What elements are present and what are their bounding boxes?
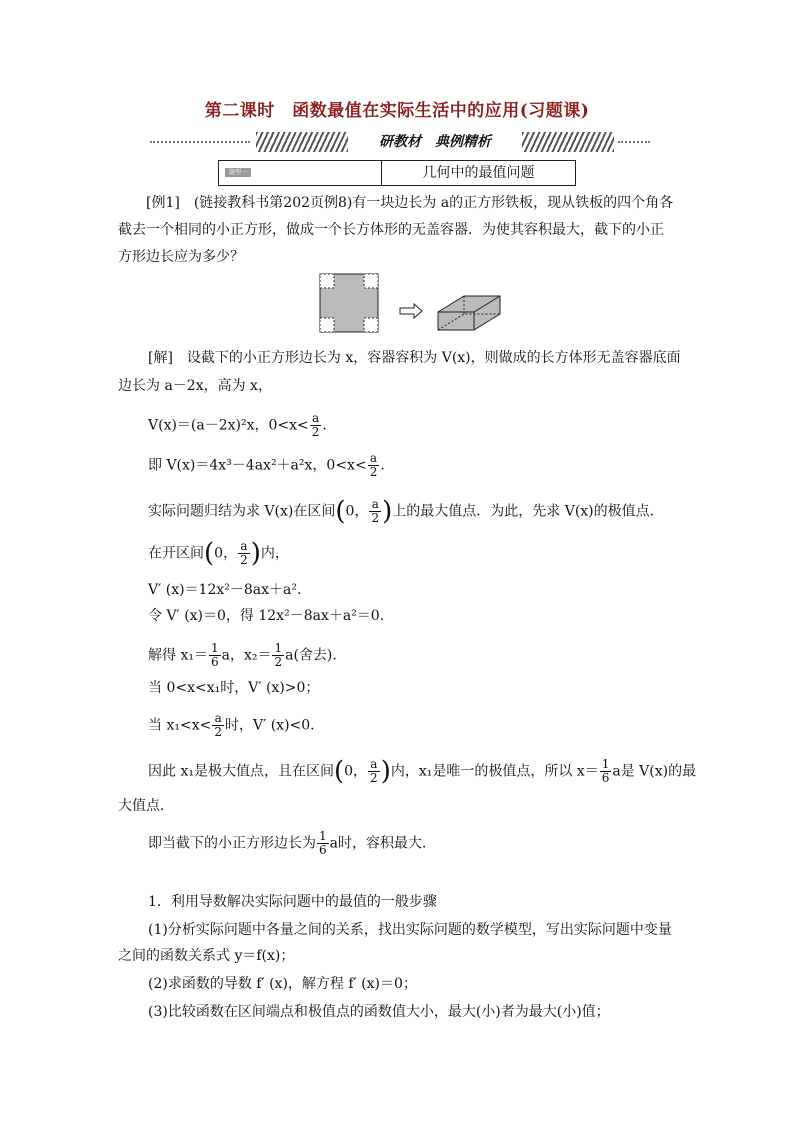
summary-heading: 1．利用导数解决实际问题中的最值的一般步骤 [148, 894, 437, 910]
solution-line: 解得 x₁＝ $\frac{1}{6}$ a，x₂＝ $\frac{1}{2}$ a(舍去)． [148, 641, 347, 669]
solution-line: 在开区间(0， $\frac{a}{2}$ )内， [148, 538, 289, 569]
solution-line: 因此 x₁是极大值点，且在区间(0， $\frac{a}{2}$ )内，x₁是唯一的极值点，所以 x＝ $\frac{1}{6}$ a是 V(x)的最 [148, 756, 697, 787]
solution-line: 实际问题归结为求 V(x)在区间(0， $\frac{a}{2}$ )上的最大值点．为此，先求 V(x)的极值点． [148, 496, 664, 527]
corner-cut [364, 318, 378, 332]
banner-label: 研教材 典例精析 [355, 130, 515, 154]
box-shape [438, 296, 500, 330]
solution-line: [解] 设截下的小正方形边长为 x，容器容积为 V(x)，则做成的长方体形无盖容器底面 [148, 350, 681, 366]
summary-step: (1)分析实际问题中各量之间的关系，找出实际问题的数学模型，写出实际问题中变量 [148, 922, 672, 938]
solution-line: 即当截下的小正方形边长为 $\frac{1}{6}$ a时，容积最大． [148, 829, 436, 857]
corner-cut [320, 318, 334, 332]
arrow-icon [400, 304, 422, 318]
solution-line: 大值点． [118, 798, 174, 814]
page-title: 第二课时 函数最值在实际生活中的应用(习题课) [204, 101, 590, 121]
solution-line: V(x)＝(a－2x)²x，0<x< $\frac{a}{2}$ . [148, 411, 327, 439]
solution-line: 当 0<x<x₁时，V′ (x)>0； [148, 680, 320, 696]
summary-step: (2)求函数的导数 f′ (x)，解方程 f′ (x)＝0； [148, 976, 417, 992]
corner-cut [364, 274, 378, 288]
summary-step: (3)比较函数在区间端点和极值点的函数值大小，最大(小)者为最大(小)值； [148, 1004, 610, 1020]
solution-line: 令 V′ (x)＝0，得 12x²－8ax＋a²＝0. [148, 608, 385, 624]
solution-line: 当 x₁<x< $\frac{a}{2}$ 时，V′ (x)<0. [148, 711, 315, 739]
solution-line: V′ (x)＝12x²－8ax＋a². [148, 582, 302, 598]
example-text: [例1] (链接教科书第202页例8)有一块边长为 a的正方形铁板，现从铁板的四个角各截去一个相同的小正方形，做成一个长方体形的无盖容器．为使其容积最大，截下的小正方形边长应为多少？ [118, 195, 674, 265]
summary-step: 之间的函数关系式 y＝f(x)； [118, 948, 295, 964]
topic-tag: 题型一 [225, 168, 251, 177]
container-figure [314, 268, 514, 338]
solution-line: 即 V(x)＝4x³－4ax²＋a²x，0<x< $\frac{a}{2}$ . [148, 451, 385, 479]
topic-heading: 几何中的最值问题 [422, 165, 535, 181]
solution-line: 边长为 a－2x，高为 x， [118, 378, 272, 394]
topic-heading-box [218, 160, 576, 186]
section-banner [150, 130, 650, 154]
corner-cut [320, 274, 334, 288]
